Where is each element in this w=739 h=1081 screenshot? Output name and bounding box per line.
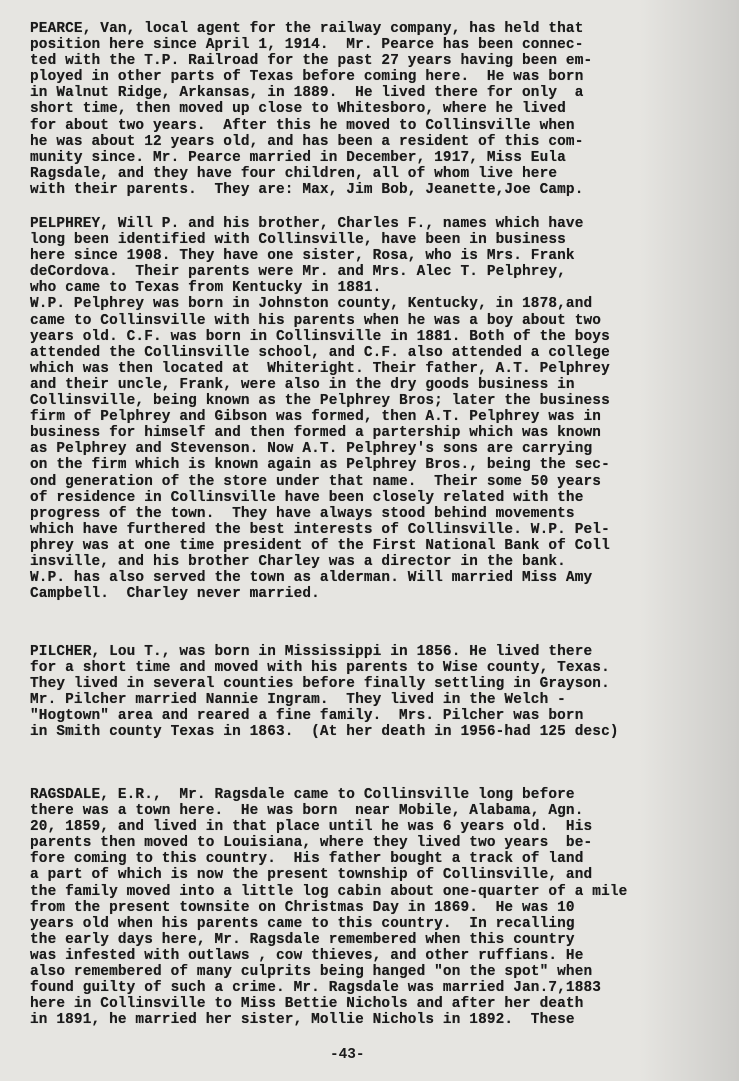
text-line: the family moved into a little log cabin about one-quarter of a mile bbox=[30, 883, 628, 900]
text-line: there was a town here. He was born near Mobile, Alabama, Agn. bbox=[30, 803, 584, 820]
text-line: insville, and his brother Charley was a director in the bank. bbox=[30, 553, 566, 570]
text-line: who came to Texas from Kentucky in 1881. bbox=[30, 280, 382, 297]
text-line: fore coming to this country. His father bought a track of land bbox=[30, 851, 584, 868]
page-number: -43- bbox=[330, 1047, 365, 1063]
text-line: which was then located at Whiteright. Their father, A.T. Pelphrey bbox=[30, 360, 610, 377]
text-line: 20, 1859, and lived in that place until he was 6 years old. His bbox=[30, 819, 593, 836]
text-line: in 1891, he married her sister, Mollie Nichols in 1892. These bbox=[30, 1012, 575, 1029]
text-line: ted with the T.P. Railroad for the past 27 years having been em- bbox=[30, 53, 593, 70]
text-line: and their uncle, Frank, were also in the dry goods business in bbox=[30, 376, 575, 393]
entry-pilcher bbox=[30, 644, 739, 741]
text-line: Ragsdale, and they have four children, all of whom live here bbox=[30, 165, 558, 182]
text-line: position here since April 1, 1914. Mr. Pearce has been connec- bbox=[30, 37, 584, 54]
text-line: of residence in Collinsville have been closely related with the bbox=[30, 489, 584, 506]
text-line: with their parents. They are: Max, Jim Bob, Jeanette,Joe Camp. bbox=[30, 181, 584, 198]
text-line: short time, then moved up close to Whitesboro, where he lived bbox=[30, 101, 566, 118]
text-line: progress of the town. They have always stood behind movements bbox=[30, 505, 575, 522]
text-line: for about two years. After this he moved to Collinsville when bbox=[30, 117, 575, 134]
text-line: business for himself and then formed a partership which was known bbox=[30, 425, 602, 442]
text-line: years old. C.F. was born in Collinsville in 1881. Both of the boys bbox=[30, 328, 610, 345]
text-line: W.P. has also served the town as alderman. Will married Miss Amy bbox=[30, 570, 593, 587]
text-line: attended the Collinsville school, and C.F. also attended a college bbox=[30, 344, 610, 361]
text-line: deCordova. Their parents were Mr. and Mrs. Alec T. Pelphrey, bbox=[30, 264, 566, 281]
text-line: a part of which is now the present township of Collinsville, and bbox=[30, 867, 593, 884]
text-line: which have furthered the best interests of Collinsville. W.P. Pel- bbox=[30, 521, 610, 538]
text-line: from the present townsite on Christmas Day in 1869. He was 10 bbox=[30, 899, 575, 916]
text-line: RAGSDALE, E.R., Mr. Ragsdale came to Collinsville long before bbox=[30, 787, 575, 803]
text-line: ployed in other parts of Texas before coming here. He was born bbox=[30, 69, 584, 86]
text-line: also remembered of many culprits being hanged "on the spot" when bbox=[30, 964, 593, 981]
text-line: PILCHER, Lou T., was born in Mississippi in 1856. He lived there bbox=[30, 644, 593, 660]
text-line: on the firm which is known again as Pelphrey Bros., being the sec- bbox=[30, 457, 610, 474]
text-line: the early days here, Mr. Ragsdale remembered when this country bbox=[30, 931, 575, 948]
text-line: phrey was at one time president of the First National Bank of Coll bbox=[30, 537, 610, 554]
text-line: PELPHREY, Will P. and his brother, Charles F., names which have bbox=[30, 216, 584, 232]
entry-pelphrey bbox=[30, 216, 739, 602]
text-line: Mr. Pilcher married Nannie Ingram. They lived in the Welch - bbox=[30, 692, 566, 709]
text-line: long been identified with Collinsville, have been in business bbox=[30, 232, 566, 249]
text-line: in Walnut Ridge, Arkansas, in 1889. He lived there for only a bbox=[30, 85, 584, 102]
entry-pearce bbox=[30, 21, 739, 198]
text-line: in Smith county Texas in 1863. (At her death in 1956-had 125 desc) bbox=[30, 724, 619, 741]
text-line: "Hogtown" area and reared a fine family. Mrs. Pilcher was born bbox=[30, 708, 584, 725]
text-line: years old when his parents came to this country. In recalling bbox=[30, 915, 575, 932]
text-line: found guilty of such a crime. Mr. Ragsdale was married Jan.7,1883 bbox=[30, 980, 602, 997]
text-line: They lived in several counties before finally settling in Grayson. bbox=[30, 676, 610, 693]
text-line: came to Collinsville with his parents when he was a boy about two bbox=[30, 312, 602, 329]
text-line: as Pelphrey and Stevenson. Now A.T. Pelphrey's sons are carrying bbox=[30, 441, 593, 458]
text-line: here since 1908. They have one sister, Rosa, who is Mrs. Frank bbox=[30, 248, 575, 265]
text-line: ond generation of the store under that name. Their some 50 years bbox=[30, 473, 602, 490]
text-line: parents then moved to Louisiana, where they lived two years be- bbox=[30, 835, 593, 852]
text-line: firm of Pelphrey and Gibson was formed, then A.T. Pelphrey was in bbox=[30, 409, 602, 426]
text-line: Campbell. Charley never married. bbox=[30, 586, 320, 603]
text-line: for a short time and moved with his parents to Wise county, Texas. bbox=[30, 660, 610, 677]
text-line: here in Collinsville to Miss Bettie Nichols and after her death bbox=[30, 996, 584, 1013]
entry-ragsdale bbox=[30, 787, 739, 1028]
text-line: munity since. Mr. Pearce married in December, 1917, Miss Eula bbox=[30, 149, 566, 166]
text-line: W.P. Pelphrey was born in Johnston county, Kentucky, in 1878,and bbox=[30, 296, 593, 313]
text-line: Collinsville, being known as the Pelphrey Bros; later the business bbox=[30, 393, 610, 410]
text-line: he was about 12 years old, and has been a resident of this com- bbox=[30, 133, 584, 150]
text-line: PEARCE, Van, local agent for the railway company, has held that bbox=[30, 21, 584, 37]
text-line: was infested with outlaws , cow thieves, and other ruffians. He bbox=[30, 947, 584, 964]
